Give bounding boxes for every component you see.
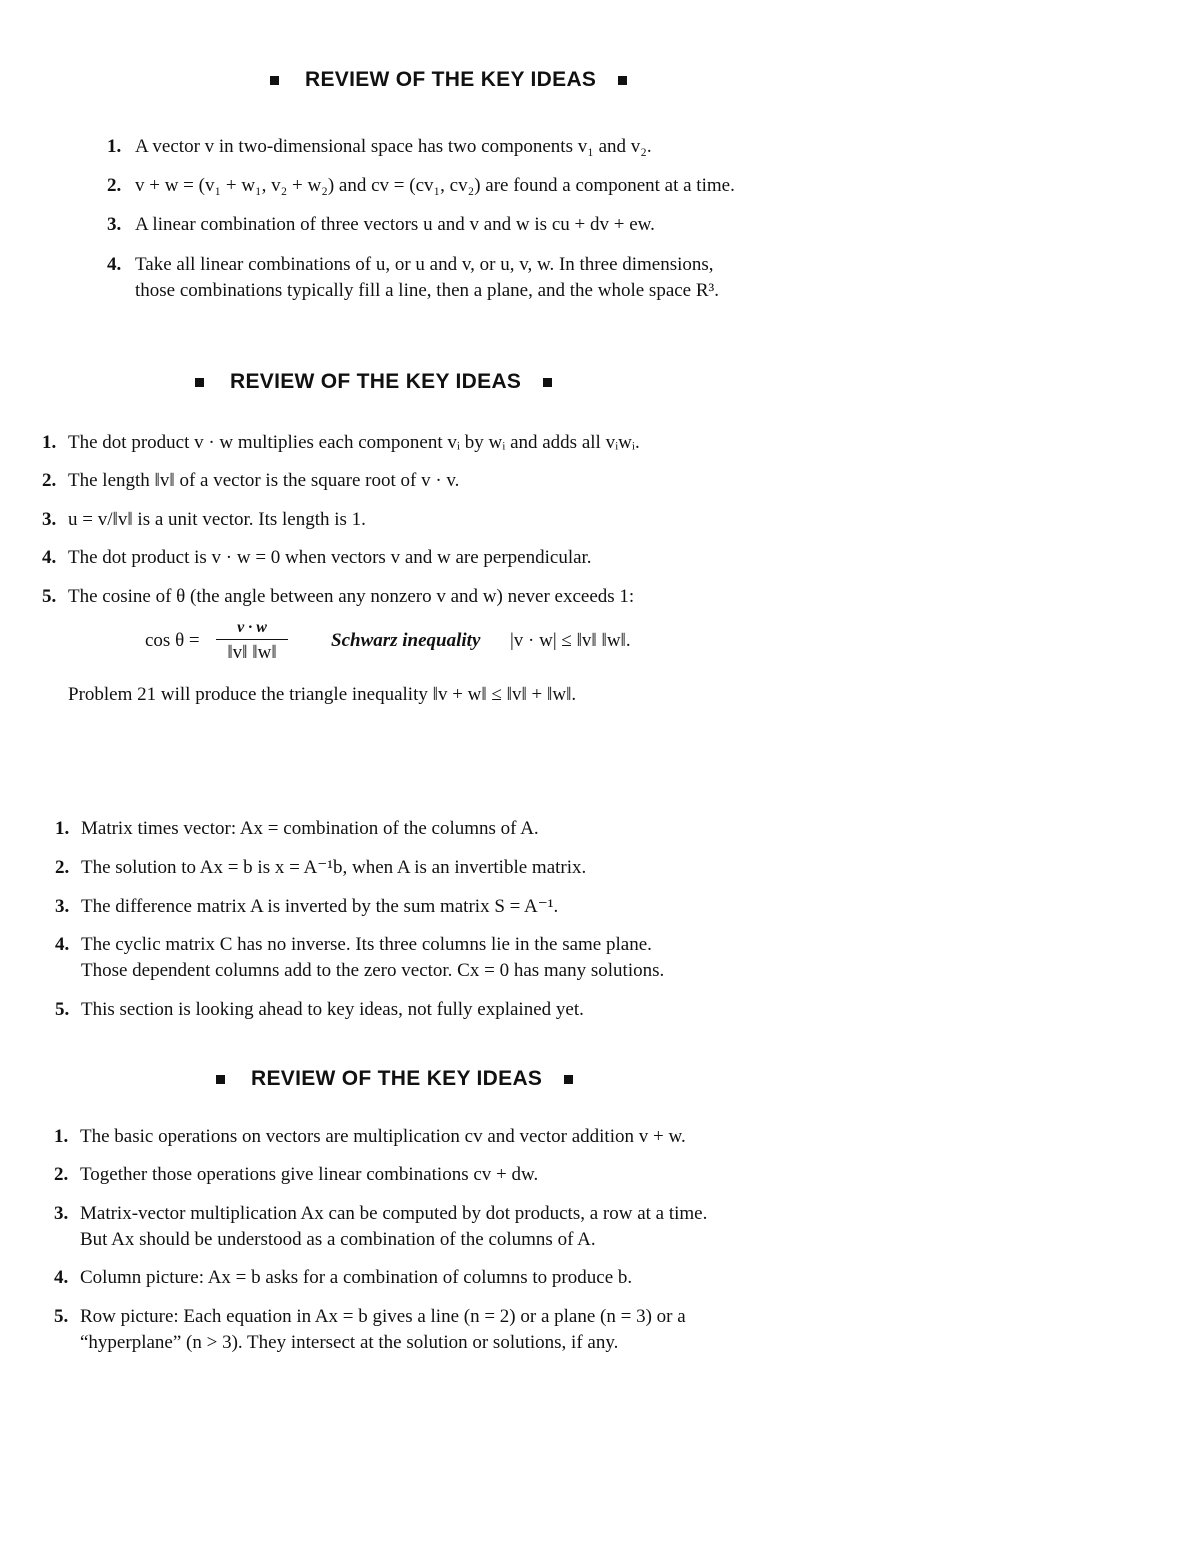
item-text: Matrix-vector multiplication Ax can be computed by dot products, a row at a time. [80,1203,708,1224]
section2-closing: Problem 21 will produce the triangle inequality ‖v + w‖ ≤ ‖v‖ + ‖w‖. [68,684,577,705]
item-number: 4. [54,1267,69,1288]
fraction-bar [216,639,288,640]
square-bullet-icon [543,378,552,387]
item-text: Matrix times vector: Ax = combination of the columns of A. [81,818,539,839]
section1-item-2 [107,173,735,199]
square-bullet-icon [270,76,279,85]
fraction-numerator: v · w [237,619,267,636]
item-text: The cosine of θ (the angle between any nonzero v and w) never exceeds 1: [68,586,635,607]
section2-item-1 [42,430,640,456]
item-text: The solution to Ax = b is x = A⁻¹b, when A is an invertible matrix. [81,857,587,878]
item-text: A linear combination of three vectors u and v and w is cu + dv + ew. [135,214,655,235]
item-text: Those dependent columns add to the zero vector. Cx = 0 has many solutions. [81,960,665,981]
item-number: 2. [107,175,122,196]
section2-item-2 [42,468,459,494]
item-text: The dot product v · w multiplies each component vᵢ by wᵢ and adds all vᵢwᵢ. [68,432,640,453]
item-text: A vector v in two-dimensional space has two components v₁ and v₂. [135,136,652,157]
section2-item-3 [42,507,366,533]
square-bullet-icon [564,1075,573,1084]
section3-item-5 [55,997,584,1023]
section1-item-3 [107,212,655,238]
item-text: v + w = (v₁ + w₁, v₂ + w₂) and cv = (cv₁, cv₂) are found a component at a time. [135,175,735,196]
item-text: those combinations typically fill a line, then a plane, and the whole space R³. [135,280,719,301]
item-text: u = v/‖v‖ is a unit vector. Its length is 1. [68,509,366,530]
item-text: Together those operations give linear combinations cv + dw. [80,1164,539,1185]
section1-item-1 [107,134,652,160]
section2-heading [195,370,552,394]
item-text: Column picture: Ax = b asks for a combination of columns to produce b. [80,1267,633,1288]
section4-item-2 [54,1162,538,1188]
item-number: 2. [54,1164,69,1185]
section1-heading-text: REVIEW OF THE KEY IDEAS [305,68,597,91]
item-text: But Ax should be understood as a combination of the columns of A. [80,1229,596,1250]
schwarz-label: Schwarz inequality [331,630,481,651]
item-number: 3. [55,896,70,917]
item-text: “hyperplane” (n > 3). They intersect at the solution or solutions, if any. [80,1332,619,1353]
schwarz-expression: |v · w| ≤ ‖v‖ ‖w‖. [510,630,631,651]
item-text: The length ‖v‖ of a vector is the square root of v · v. [68,470,460,491]
section3-item-1 [55,816,539,842]
item-text: This section is looking ahead to key ideas, not fully explained yet. [81,999,584,1020]
section2-item-5 [42,584,634,610]
item-text: The difference matrix A is inverted by the sum matrix S = A⁻¹. [81,896,559,917]
section3-item-4 [55,932,664,984]
section4-item-1 [54,1124,686,1150]
item-number: 1. [54,1126,69,1147]
item-text: Row picture: Each equation in Ax = b gives a line (n = 2) or a plane (n = 3) or a [80,1306,686,1327]
section1-heading [270,68,627,92]
fraction-denominator: ‖v‖ ‖w‖ [227,642,277,663]
section4-item-5 [54,1304,686,1356]
item-number: 3. [54,1203,69,1224]
item-number: 5. [55,999,70,1020]
section2-item-4 [42,545,592,571]
section4-item-3 [54,1201,707,1253]
item-number: 1. [107,136,122,157]
item-number: 1. [55,818,70,839]
item-number: 5. [54,1306,69,1327]
section4-item-4 [54,1265,632,1291]
item-number: 3. [42,509,57,530]
item-number: 1. [42,432,57,453]
section3-item-2 [55,855,586,881]
cos-fraction [216,618,288,665]
square-bullet-icon [195,378,204,387]
item-number: 4. [107,254,122,275]
item-text: Take all linear combinations of u, or u and v, or u, v, w. In three dimensions, [135,254,714,275]
item-number: 2. [42,470,57,491]
square-bullet-icon [216,1075,225,1084]
item-text: The basic operations on vectors are multiplication cv and vector addition v + w. [80,1126,686,1147]
item-number: 4. [55,934,70,955]
section4-heading [216,1067,573,1091]
cos-lhs: cos θ = [145,630,200,651]
item-number: 4. [42,547,57,568]
section1-item-4 [107,252,719,304]
section2-heading-text: REVIEW OF THE KEY IDEAS [230,370,522,393]
item-number: 5. [42,586,57,607]
item-number: 2. [55,857,70,878]
item-text: The dot product is v · w = 0 when vectors v and w are perpendicular. [68,547,592,568]
section4-heading-text: REVIEW OF THE KEY IDEAS [251,1067,543,1090]
square-bullet-icon [618,76,627,85]
section3-item-3 [55,894,558,920]
item-number: 3. [107,214,122,235]
item-text: The cyclic matrix C has no inverse. Its three columns lie in the same plane. [81,934,652,955]
